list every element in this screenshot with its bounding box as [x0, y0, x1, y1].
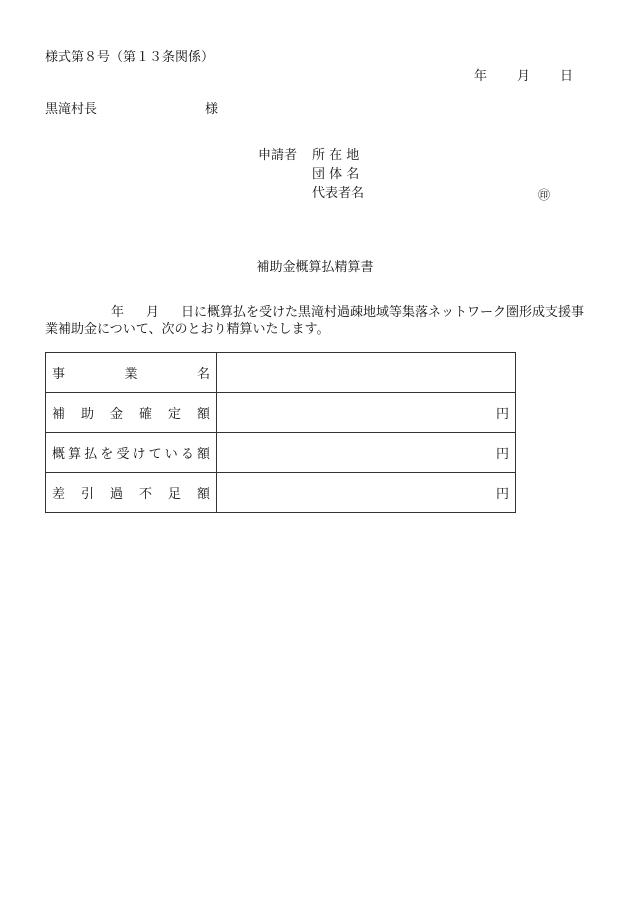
table-label-confirmed-amount: 補助金確定額 [46, 393, 217, 433]
body-main-text: 日に概算払を受けた黒滝村過疎地域等集落ネットワーク圏形成支援事業補助金について、次のとおり精算いたします。 [45, 305, 585, 337]
table-value-project-name[interactable] [217, 353, 516, 393]
table-label-project-name: 事業名 [46, 353, 217, 393]
body-month: 月 [146, 305, 160, 320]
table-row [46, 393, 516, 433]
honorific: 様 [205, 102, 219, 117]
table-value-confirmed-amount[interactable]: 円 [217, 393, 516, 433]
addressee-name: 黒滝村長 [45, 102, 98, 117]
body-year: 年 [111, 305, 125, 320]
date-month: 月 [517, 69, 531, 84]
settlement-table [45, 352, 516, 513]
table-row [46, 433, 516, 473]
applicant-role-label: 申請者 [258, 148, 298, 163]
table-row [46, 473, 516, 513]
document-title: 補助金概算払精算書 [256, 260, 374, 275]
body-text [45, 304, 585, 338]
table-label-difference-amount: 差引過不足額 [46, 473, 217, 513]
group-name-label: 団 体 名 [312, 167, 360, 182]
representative-label: 代表者名 [312, 186, 365, 201]
applicant-block [258, 146, 364, 203]
table-row [46, 353, 516, 393]
date-day: 日 [560, 69, 574, 84]
date-year: 年 [474, 69, 488, 84]
form-number: 様式第８号（第１３条関係） [45, 50, 215, 65]
table-label-prepaid-amount: 概算払を受けている額 [46, 433, 217, 473]
table-value-prepaid-amount[interactable]: 円 [217, 433, 516, 473]
table-value-difference-amount[interactable]: 円 [217, 473, 516, 513]
address-label: 所 在 地 [312, 148, 360, 163]
date-line [474, 65, 573, 84]
seal-mark: ㊞ [538, 188, 551, 202]
addressee [45, 98, 218, 117]
